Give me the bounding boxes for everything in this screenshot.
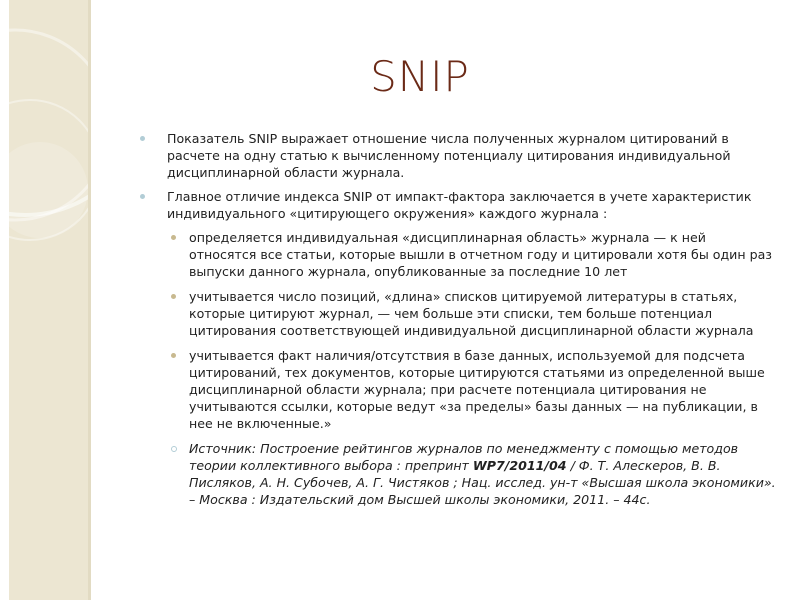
- bullet-text: Главное отличие индекса SNIP от импакт-фактора заключается в учете характеристик индивидуального «цитирующего окружения» каждого журнала :: [167, 189, 752, 221]
- sub-bullet-dot-icon: [171, 235, 176, 240]
- slide-body: [140, 130, 776, 516]
- sub-bullet-dot-icon: [171, 294, 176, 299]
- preprint-code: WP7/2011/04: [472, 458, 567, 473]
- slide-title: SNIP: [370, 52, 470, 101]
- source-text-part2: / Ф. Т. Алескеров, В. В. Писляков, А. Н. Субочев, А. Г. Чистяков ; Нац. исслед. ун-т «Высшая школа экономики». – Москва : Издательский дом Высшей школы экономики, 2011. – 44с.: [189, 458, 776, 507]
- bullet-item: [140, 188, 776, 222]
- sub-bullet-item: [140, 347, 776, 432]
- sub-bullet-dot-icon: [171, 353, 176, 358]
- source-text-part1: Источник: Построение рейтингов журналов по менеджменту с помощью методов теории коллективного выбора : препринт: [189, 441, 739, 473]
- sub-bullet-item: [140, 229, 776, 280]
- sub-bullet-text: учитывается факт наличия/отсутствия в базе данных, используемой для подсчета цитирований, тех документов, которые цитируются статьями из определенной выше дисциплинарной области журнала; при расчете потенциала цитирования не учитываются ссылки, которые ведут «за пределы» базы данных — на публикации, в нее не включенные.»: [189, 348, 765, 431]
- bullet-text: Показатель SNIP выражает отношение числа полученных журналом цитирований в расчете на одну статью к вычисленному потенциалу цитирования индивидуальной дисциплинарной области журнала.: [167, 131, 731, 180]
- decorative-side-panel: [9, 0, 91, 600]
- bullet-dot-icon: [140, 136, 145, 141]
- bullet-item: [140, 130, 776, 181]
- sub-bullet-text: учитывается число позиций, «длина» списков цитируемой литературы в статьях, которые цитируют журнал, — чем больше эти списки, тем больше потенциал цитирования соответствующей индивидуальной дисциплинарной области журнала: [189, 289, 754, 338]
- sub-bullet-text: определяется индивидуальная «дисциплинарная область» журнала — к ней относятся все статьи, которые вышли в отчетном году и цитировали хотя бы один раз выпуски данного журнала, опубликованные за последние 10 лет: [189, 230, 773, 279]
- decorative-circles-graphic: [9, 0, 91, 600]
- bullet-dot-icon: [140, 194, 145, 199]
- sub-bullet-item: [140, 288, 776, 339]
- source-citation: [140, 440, 776, 508]
- ring-bullet-icon: [171, 446, 177, 452]
